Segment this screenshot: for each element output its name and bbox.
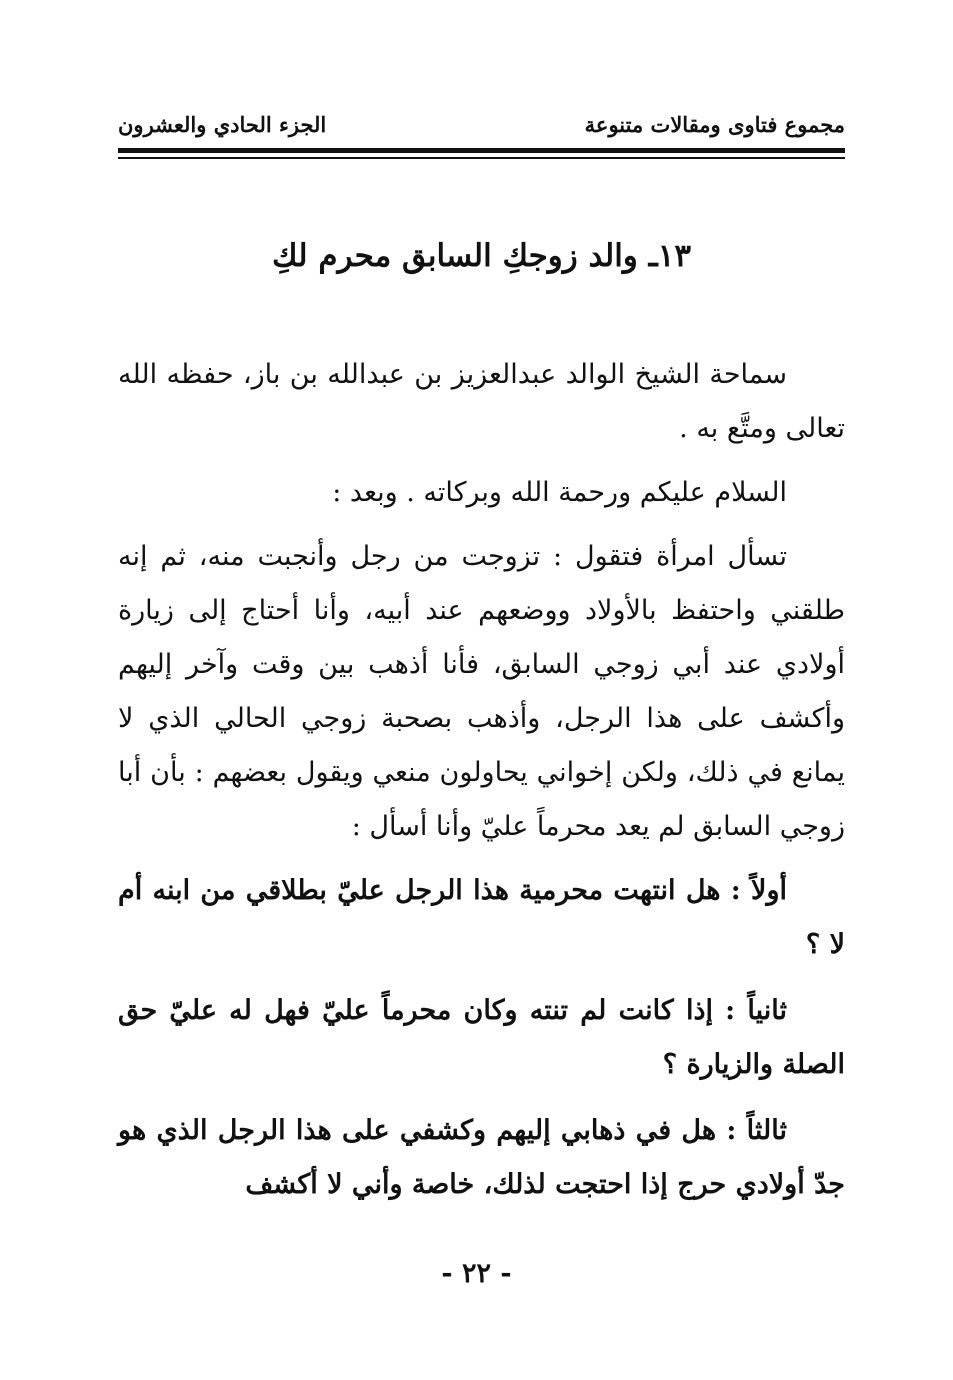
question-first: أولاً : هل انتهت محرمية هذا الرجل عليّ بطلاقي من ابنه أم لا ؟ [118,875,845,960]
greeting-paragraph: السلام عليكم ورحمة الله وبركاته . وبعد : [332,477,787,508]
book-title: مجموع فتاوى ومقالات متنوعة [584,112,845,137]
running-header [118,112,845,146]
section-title: ١٣ـ والد زوجكِ السابق محرم لكِ [271,238,691,274]
header-rule-thick [118,148,845,153]
question-intro-paragraph: تسأل امرأة فتقول : تزوجت من رجل وأنجبت منه، ثم إنه طلقني واحتفظ بالأولاد ووضعهم عند أبيه، وأنا أحتاج إلى زيارة أولادي عند أبي زوجي السابق، فأنا أذهب بين وقت وآخر إليهم وأكشف على هذا الرجل، وأذهب بصحبة زوجي الحالي الذي لا يمانع في ذلك، ولكن إخواني يحاولون منعي ويقول بعضهم : بأن أبا زوجي السابق لم يعد محرماً عليّ وأنا أسأل : [118,541,845,842]
salutation-paragraph: سماحة الشيخ الوالد عبدالعزيز بن عبدالله بن باز، حفظه الله تعالى ومتَّع به . [118,359,845,444]
question-third: ثالثاً : هل في ذهابي إليهم وكشفي على هذا الرجل الذي هو جدّ أولادي حرج إذا احتجت لذلك، خاصة وأني لا أكشف [118,1115,845,1200]
header-rule-thin [118,157,845,159]
body-text [118,348,845,1224]
page-number: - ٢٢ - [441,1258,512,1289]
volume-label: الجزء الحادي والعشرون [118,112,327,137]
question-second: ثانياً : إذا كانت لم تنته وكان محرماً عليّ فهل له عليّ حق الصلة والزيارة ؟ [118,995,845,1080]
